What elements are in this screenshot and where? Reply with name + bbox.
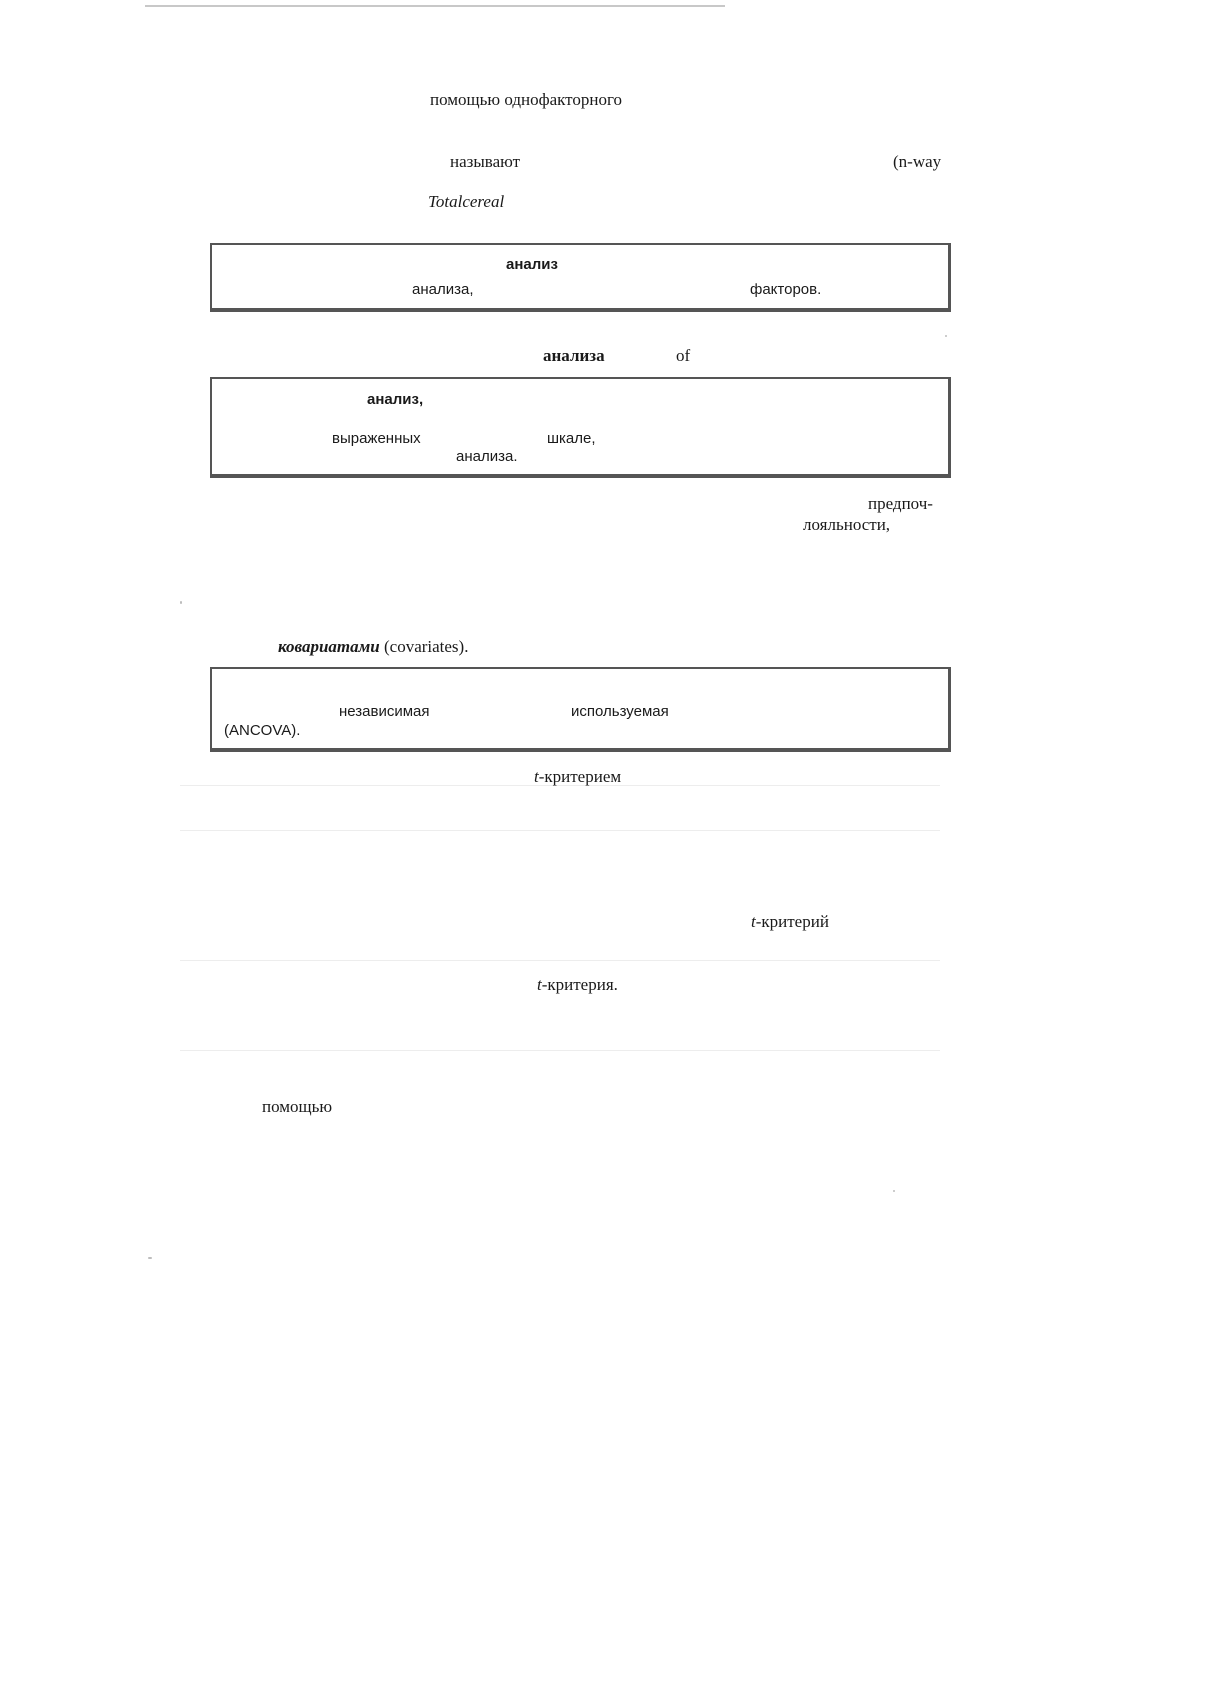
box2-text-c: анализа. (456, 448, 518, 465)
text-line-5b: лояльности, (803, 515, 891, 534)
text-line-9 (537, 975, 618, 995)
text-line-8 (751, 912, 829, 932)
t-criterion-text: -критерий (755, 912, 829, 931)
text-line-10: помощью (262, 1097, 333, 1116)
top-rule (145, 5, 725, 7)
faint-line (180, 1050, 940, 1051)
t-symbol: t (534, 767, 539, 786)
t-symbol: t (751, 912, 756, 931)
text-line-7 (534, 767, 621, 787)
scan-speck (148, 1257, 152, 1259)
text-line-5a: предпоч- (868, 494, 933, 513)
t-symbol: t (537, 975, 542, 994)
box2-text-b: шкале, (547, 430, 596, 447)
scan-speck (180, 601, 182, 604)
definition-box-1 (210, 243, 951, 312)
text-line-3: Totalcereal (428, 192, 505, 211)
text-line-1: помощью однофакторного (430, 90, 623, 109)
scan-speck (945, 335, 947, 337)
text-line-4-of: of (676, 346, 691, 365)
t-criterion-text: -критерия. (541, 975, 618, 994)
box3-text-c: (ANCOVA). (224, 722, 301, 739)
text-line-6 (278, 637, 468, 657)
text-line-2b: (n-way (893, 152, 942, 171)
box1-text-b: факторов. (750, 281, 822, 298)
text-line-4-bold: анализа (543, 346, 605, 365)
covariates-en: (covariates). (383, 637, 469, 656)
box1-text-a: анализа, (412, 281, 474, 298)
box3-text-b: используемая (571, 703, 669, 720)
definition-box-3 (210, 667, 951, 752)
box2-text-a: выраженных (332, 430, 421, 447)
t-criterion-text: -критерием (538, 767, 622, 786)
box1-term: анализ (506, 256, 558, 273)
faint-line (180, 960, 940, 961)
faint-line (180, 830, 940, 831)
box2-term: анализ, (367, 391, 424, 408)
term-covariates: ковариатами (278, 637, 380, 656)
scan-speck (893, 1190, 895, 1192)
text-line-2a: называют (450, 152, 521, 171)
box3-text-a: независимая (339, 703, 430, 720)
definition-box-2 (210, 377, 951, 478)
